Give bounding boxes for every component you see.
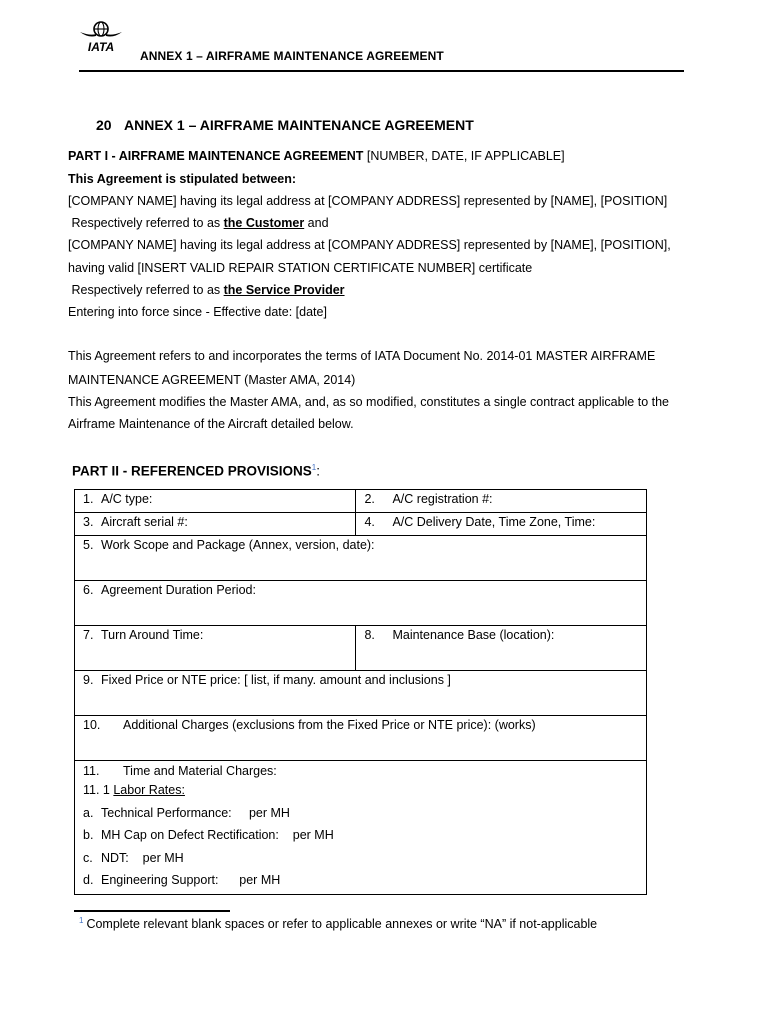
footnote: [79, 916, 597, 931]
party1-line: [COMPANY NAME] having its legal address at [COMPANY ADDRESS] represented by [NAME], [POSITION]: [68, 194, 668, 208]
part2-heading: [72, 463, 320, 479]
fixed-price-cell[interactable]: [75, 671, 647, 716]
table-row: [75, 536, 647, 581]
ac-type-cell[interactable]: [75, 490, 356, 513]
row-number: 11.: [83, 764, 100, 778]
table-row: [75, 671, 647, 716]
table-row: [75, 513, 647, 536]
effective-date-line: Entering into force since - Effective date: [date]: [68, 305, 327, 319]
footnote-text: Complete relevant blank spaces or refer to applicable annexes or write “NA” if not-applicable: [86, 917, 598, 932]
turn-around-time-cell[interactable]: [75, 626, 356, 671]
referenced-provisions-table: [74, 489, 647, 895]
list-item: [83, 847, 638, 870]
row-number: 8.: [364, 628, 375, 642]
row-number: 2.: [364, 492, 375, 506]
work-scope-label: Work Scope and Package (Annex, version, date):: [101, 538, 375, 552]
technical-performance-rate: Technical Performance: per MH: [101, 805, 290, 820]
row-number: 10.: [83, 718, 101, 732]
aircraft-serial-label: Aircraft serial #:: [101, 515, 188, 529]
table-row: [75, 581, 647, 626]
part1-heading: [68, 149, 565, 163]
table-row: [75, 490, 647, 513]
provider-role: the Service Provider: [223, 283, 345, 297]
section-title: ANNEX 1 – AIRFRAME MAINTENANCE AGREEMENT: [124, 117, 474, 133]
duration-cell[interactable]: [75, 581, 647, 626]
fixed-price-label: Fixed Price or NTE price: [ list, if many. amount and inclusions ]: [101, 673, 451, 687]
customer-ref-pre: Respectively referred to as: [68, 216, 224, 230]
aircraft-serial-cell[interactable]: [75, 513, 356, 536]
mh-cap-rate: MH Cap on Defect Rectification: per MH: [101, 828, 334, 842]
list-marker: b.: [83, 828, 94, 842]
refers-line-2: MAINTENANCE AGREEMENT (Master AMA, 2014): [68, 373, 356, 387]
additional-charges-cell[interactable]: [75, 716, 647, 761]
header-divider: [79, 70, 684, 72]
footnote-reference: 1: [311, 463, 317, 472]
section-number: 20: [96, 117, 112, 133]
work-scope-cell[interactable]: [75, 536, 647, 581]
customer-ref-post: and: [304, 216, 329, 230]
iata-logo: [78, 20, 124, 54]
delivery-date-label: A/C Delivery Date, Time Zone, Time:: [392, 515, 596, 529]
row-number: 6.: [83, 583, 94, 597]
row-number: 1.: [83, 492, 94, 506]
list-marker: d.: [83, 873, 94, 887]
row-number: 5.: [83, 538, 94, 552]
customer-role: the Customer: [223, 216, 305, 230]
row-number: 3.: [83, 515, 94, 529]
time-material-label: Time and Material Charges:: [123, 764, 277, 778]
list-item: [83, 869, 638, 892]
turn-around-time-label: Turn Around Time:: [101, 628, 204, 642]
customer-ref-line: [68, 216, 329, 230]
row-number: 9.: [83, 673, 94, 687]
header-title: ANNEX 1 – AIRFRAME MAINTENANCE AGREEMENT: [140, 49, 444, 63]
provider-ref-line: [68, 283, 345, 297]
ac-registration-label: A/C registration #:: [392, 492, 493, 506]
list-item: [83, 802, 638, 825]
ac-registration-cell[interactable]: [356, 490, 647, 513]
ndt-rate: NDT: per MH: [101, 850, 184, 865]
duration-label: Agreement Duration Period:: [101, 583, 256, 597]
party2-line: [COMPANY NAME] having its legal address at [COMPANY ADDRESS] represented by [NAME], [POSITION],: [68, 238, 671, 252]
row-number: 7.: [83, 628, 94, 642]
maintenance-base-cell[interactable]: [356, 626, 647, 671]
time-material-cell[interactable]: [75, 761, 647, 895]
modifies-line-2: Airframe Maintenance of the Aircraft detailed below.: [68, 417, 354, 431]
table-row: [75, 716, 647, 761]
labor-rates-label: Labor Rates:: [113, 783, 185, 797]
table-row: [75, 626, 647, 671]
part2-heading-text: PART II - REFERENCED PROVISIONS: [72, 463, 312, 479]
footnote-divider: [74, 910, 230, 912]
additional-charges-label: Additional Charges (exclusions from the Fixed Price or NTE price): (works): [123, 718, 536, 732]
maintenance-base-label: Maintenance Base (location):: [392, 628, 555, 642]
footnote-marker: 1: [79, 916, 84, 925]
delivery-date-cell[interactable]: [356, 513, 647, 536]
list-marker: a.: [83, 805, 94, 820]
svg-text:IATA: IATA: [87, 40, 115, 54]
modifies-line-1: This Agreement modifies the Master AMA, and, as so modified, constitutes a single contract applicable to the: [68, 395, 670, 409]
provider-ref-pre: Respectively referred to as: [68, 283, 224, 297]
list-marker: c.: [83, 850, 93, 865]
part2-heading-colon: :: [316, 463, 320, 479]
section-heading: [96, 117, 474, 133]
party2-cert-line: having valid [INSERT VALID REPAIR STATION CERTIFICATE NUMBER] certificate: [68, 261, 533, 275]
row-number: 4.: [364, 515, 375, 529]
list-item: [83, 824, 638, 847]
refers-line-1: This Agreement refers to and incorporates the terms of IATA Document No. 2014-01 MASTER AIRFRAME: [68, 349, 656, 363]
part1-heading-rest: [NUMBER, DATE, IF APPLICABLE]: [363, 149, 565, 163]
part1-heading-bold: PART I - AIRFRAME MAINTENANCE AGREEMENT: [68, 149, 364, 163]
stipulated-line: This Agreement is stipulated between:: [68, 172, 297, 186]
engineering-support-rate: Engineering Support: per MH: [101, 873, 281, 887]
table-row: [75, 761, 647, 895]
labor-rates-number: 11. 1: [83, 783, 110, 797]
ac-type-label: A/C type:: [101, 492, 153, 506]
